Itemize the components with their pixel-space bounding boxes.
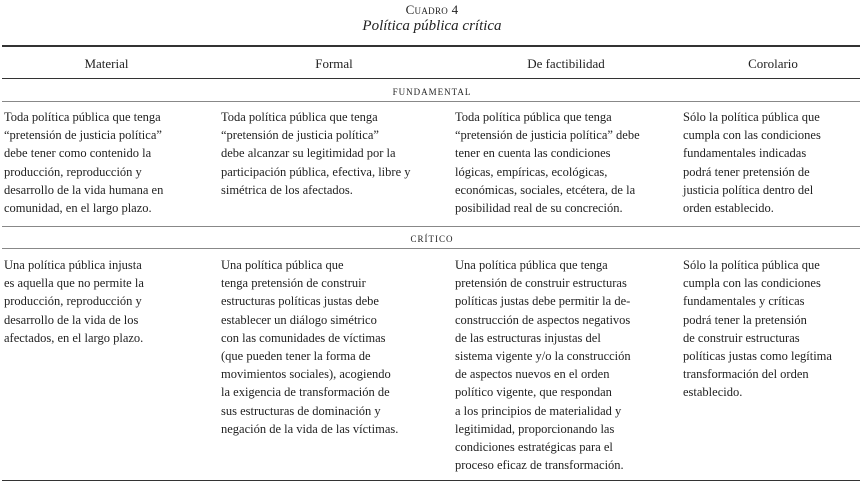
column-header-corolario: Corolario — [748, 56, 798, 71]
cell-fundamental-formal: Toda política pública que tenga “pretensión de justicia política” debe alcanzar su legitimidad por la participación pública, efectiva, libre y simétrica de los afectados. — [221, 110, 411, 197]
cell-fundamental-factibilidad: Toda política pública que tenga “pretensión de justicia política” debe tener en cuenta las condiciones lógicas, empíricas, ecológicas, económicas, sociales, etcétera, de la posibilidad real de su concreción. — [455, 110, 640, 216]
cell-critico-factibilidad: Una política pública que tenga pretensión de construir estructuras políticas justas debe permitir la de- construcción de aspectos negativos de las estructuras injustas del sistema vigente y/o la construcción de aspectos nuevos en el orden político vigente, que respondan a los principios de materialidad y legitimidad, proporcionando las condiciones estratégicas para el proceso eficaz de transformación. — [455, 258, 631, 473]
table-title: Política pública crítica — [362, 18, 502, 34]
column-header-factibilidad: De factibilidad — [527, 56, 605, 71]
table-number-label: Cuadro 4 — [405, 2, 459, 17]
section-rule-critico — [2, 248, 860, 249]
cell-fundamental-corolario: Sólo la política pública que cumpla con las condiciones fundamentales indicadas podrá tener pretensión de justicia política dentro del orden establecido. — [683, 110, 821, 216]
section-label-critico: CRÍTICO — [410, 234, 454, 244]
section-divider — [2, 226, 860, 227]
cell-critico-corolario: Sólo la política pública que cumpla con las condiciones fundamentales y críticas podrá tener la pretensión de construir estructuras políticas justas como legítima transformación del orden establecido. — [683, 258, 832, 400]
column-header-material: Material — [84, 56, 129, 71]
cell-critico-formal: Una política pública que tenga pretensión de construir estructuras políticas justas debe establecer un diálogo simétrico con las comunidades de víctimas (que pueden tener la forma de movimientos sociales), acogiendo la exigencia de transformación de sus estructuras de dominación y negación de la vida de las víctimas. — [221, 258, 399, 436]
section-label-fundamental: FUNDAMENTAL — [392, 87, 472, 97]
top-rule — [2, 45, 860, 47]
cell-fundamental-material: Toda política pública que tenga “pretensión de justicia política” debe tener como contenido la producción, reproducción y desarrollo de la vida humana en comunidad, en el largo plazo. — [4, 110, 164, 216]
cell-critico-material: Una política pública injusta es aquella que no permite la producción, reproducción y desarrollo de la vida de los afectados, en el largo plazo. — [4, 258, 144, 345]
section-rule-fundamental — [2, 101, 860, 102]
column-header-formal: Formal — [315, 56, 353, 71]
table-number — [0, 2, 864, 18]
bottom-rule — [2, 480, 860, 481]
header-rule — [2, 78, 860, 79]
